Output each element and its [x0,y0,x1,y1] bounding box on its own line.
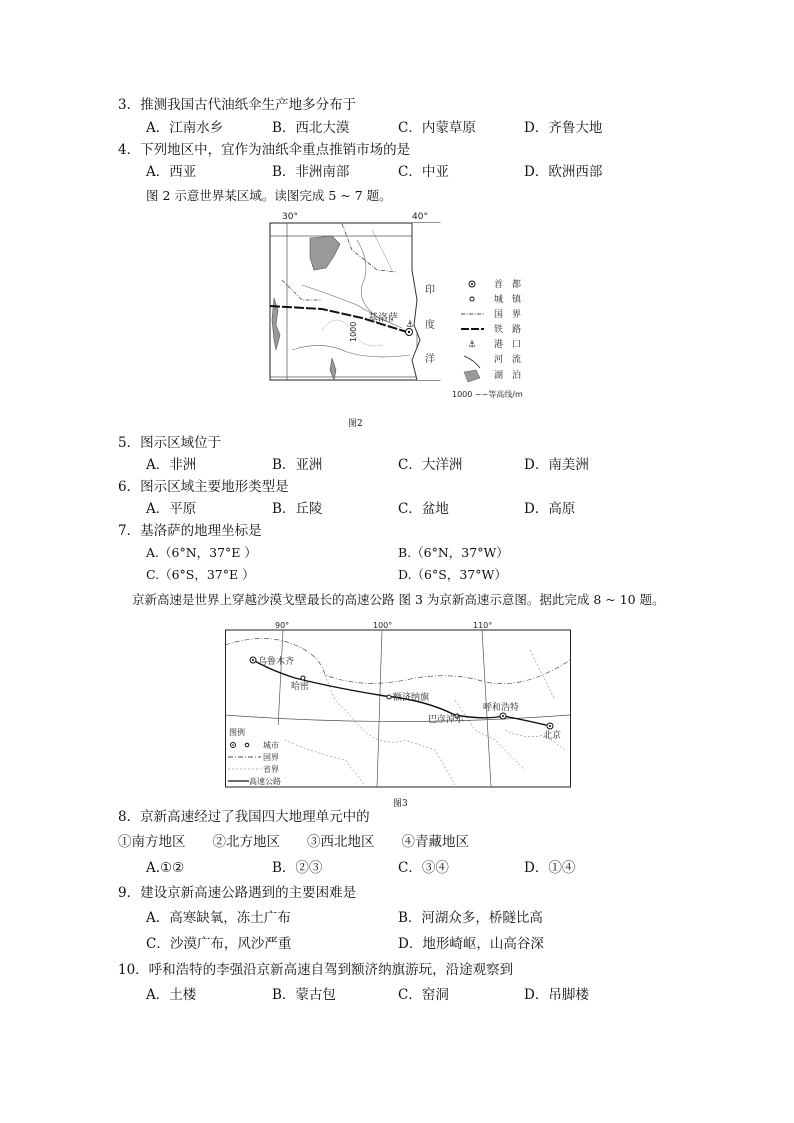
q8-option-c: C．③④ [398,860,449,876]
figure3-intro: 京新高速是世界上穿越沙漠戈壁最长的高速公路 图 3 为京新高速示意图。据此完成 8 ~ 10 题。 [132,592,665,607]
q8-option-d: D．①④ [524,860,576,876]
q7-option-b: B.（6°N，37°W） [398,545,509,560]
q5-option-a: A．非洲 [146,457,197,473]
q4-option-b: B．非洲南部 [272,164,350,180]
legend-border: 国 界 [494,310,522,320]
legend-port: 港 口 [494,340,522,350]
legend-national-border: 国界 [263,753,279,762]
q3-option-c: C．内蒙草原 [398,120,476,136]
q8-stem: 8．京新高速经过了我国四大地理单元中的 [118,809,370,825]
q4-option-d: D．欧洲西部 [524,164,603,180]
q10-option-c: C．窑洞 [398,987,449,1003]
ocean-area [412,223,467,380]
lon-90-label: 90° [275,621,290,630]
legend-city: 城市 [263,741,279,750]
province-border-1 [325,675,455,785]
lake-victoria [310,236,340,270]
q9-option-c: C．沙漠广布，风沙严重 [146,936,292,952]
legend-province-border: 省界 [263,765,279,774]
q5-option-d: D．南美洲 [524,457,589,473]
q4-option-a: A．西亚 [146,164,197,180]
figure3-caption: 图3 [393,799,408,809]
ocean-char-2: 度 [425,320,435,331]
q5-option-b: B．亚洲 [272,457,323,473]
legend-title: 图例 [229,728,245,737]
legend-town: 城 镇 [494,295,522,305]
lon-100-label: 100° [373,621,393,630]
river-3 [292,345,410,356]
figure2-intro: 图 2 示意世界某区域。读图完成 5 ~ 7 题。 [146,188,392,203]
figure2-map [262,210,562,410]
legend-railway: 铁 路 [494,325,522,335]
lon-110-label: 110° [473,621,493,630]
city-bayannur: 巴彦淖尔 [428,715,465,725]
figure2-caption: 图2 [348,419,363,429]
figure3-legend [226,725,284,786]
anchor-icon: ⚓ [468,340,477,350]
city-beijing: 北京 [543,731,562,741]
q5-option-c: C．大洋洲 [398,457,463,473]
q6-option-d: D．高原 [524,501,576,517]
q5-stem: 5．图示区域位于 [118,435,222,451]
q4-stem: 4．下列地区中，宜作为油纸伞重点推销市场的是 [118,142,411,158]
q7-stem: 7．基洛萨的地理坐标是 [118,523,262,539]
city-label: 基洛萨 [368,313,398,324]
figure3-map [225,620,571,790]
contour-1000-label: 1000 [349,321,358,342]
meridian-100 [377,630,382,787]
q10-option-d: D．吊脚楼 [524,987,589,1003]
lon-40-label: 40° [412,212,428,222]
city-hohhot: 呼和浩特 [483,703,520,713]
q6-option-b: B．丘陵 [272,501,323,517]
q9-option-a: A．高寒缺氧，冻土广布 [146,910,291,926]
q7-option-a: A.（6°N，37°E ） [146,545,257,560]
border-1 [342,224,397,272]
q6-stem: 6．图示区域主要地形类型是 [118,479,289,495]
legend-contour: 1000 ~~等高线/m [452,390,523,399]
ocean-char-3: 洋 [425,354,435,365]
q7-option-d: D.（6°S，37°W） [398,567,507,582]
q3-option-b: B．西北大漠 [272,120,350,136]
q4-option-c: C．中亚 [398,164,449,180]
q3-stem: 3．推测我国古代油纸伞生产地多分布于 [118,97,357,113]
legend-river: 河 流 [494,355,522,365]
city-hami: 哈密 [291,682,310,692]
lon-30-label: 30° [282,212,298,222]
port-icon: ⚓ [406,320,415,330]
q6-option-a: A．平原 [146,501,197,517]
q8-options-list: ①南方地区 ②北方地区 ③西北地区 ④青藏地区 [118,834,469,850]
province-border-5 [530,650,555,700]
legend-highway: 高速公路 [249,777,281,786]
q10-option-a: A．土楼 [146,987,197,1003]
q3-option-a: A．江南水乡 [146,120,224,136]
q7-option-c: C.（6°S，37°E ） [146,567,255,582]
q3-option-d: D．齐鲁大地 [524,120,603,136]
q9-option-b: B．河湖众多，桥隧比高 [398,910,543,926]
ocean-char-1: 印 [425,285,435,296]
q8-option-a: A.①② [146,860,185,876]
legend-capital: 首 都 [494,280,522,290]
city-ejina: 额济纳旗 [393,693,430,703]
q9-stem: 9．建设京新高速公路遇到的主要困难是 [118,885,357,901]
q10-option-b: B．蒙古包 [272,987,336,1003]
river-1 [357,240,382,320]
province-border-3 [285,740,365,785]
q10-stem: 10．呼和浩特的李强沿京新高速自驾到额济纳旗游玩，沿途观察到 [118,962,514,978]
q9-option-d: D．地形崎岖，山高谷深 [398,936,544,952]
legend-lake: 湖 泊 [494,371,522,381]
q6-option-c: C．盆地 [398,501,449,517]
q8-option-b: B．②③ [272,860,323,876]
city-urumqi: 乌鲁木齐 [258,657,295,667]
